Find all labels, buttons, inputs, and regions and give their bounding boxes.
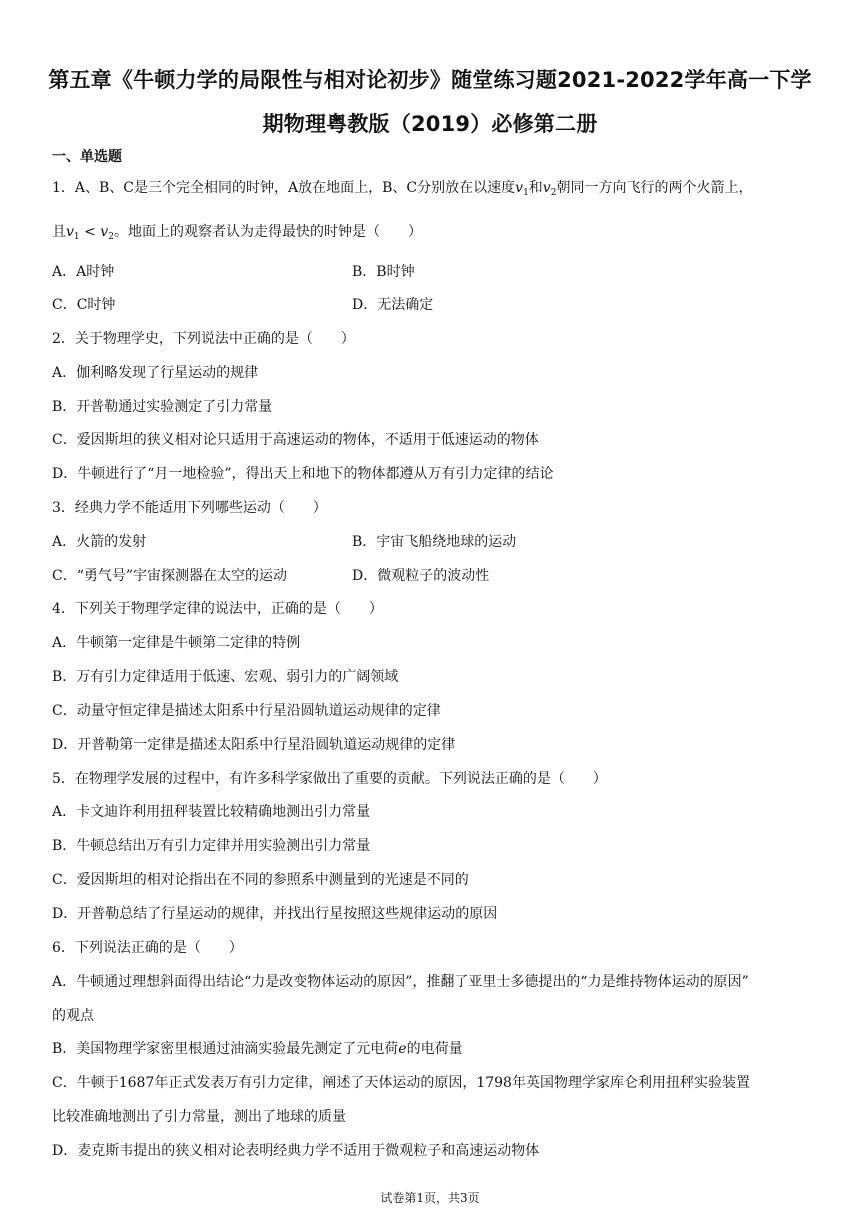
velocity-symbol: v [66,224,74,240]
q1-option-d: D．无法确定 [352,297,434,313]
velocity-symbol: v [515,180,524,196]
q4-option-b: B．万有引力定律适用于低速、宏观、弱引力的广阔领域 [52,669,399,685]
velocity-symbol: v [542,180,551,196]
less-than-sign: < [79,224,101,240]
q1-stem-text-d: 。地面上的观察者认为走得最快的时钟是（ ） [113,224,422,240]
q1-option-a: A．A时钟 [52,264,115,280]
q5-option-d: D．开普勒总结了行星运动的规律，并找出行星按照这些规律运动的原因 [52,906,498,922]
subscript-2: 2 [108,232,114,242]
q2-option-b: B．开普勒通过实验测定了引力常量 [52,399,273,415]
velocity-symbol: v [100,224,109,240]
q6-option-b-text: B．美国物理学家密里根通过油滴实验最先测定了元电荷 [52,1041,399,1057]
q1-stem-text-c: 且 [52,224,66,240]
page-title-line-1: 第五章《牛顿力学的局限性与相对论初步》随堂练习题2021-2022学年高一下学 [48,68,812,92]
q1-and: 和 [528,180,543,196]
q6-option-a-line-2: 的观点 [52,1008,94,1024]
q1-stem-text-b: 朝同一方向飞行的两个火箭上， [556,180,753,196]
question-3-stem: 3．经典力学不能适用下列哪些运动（ ） [52,500,327,516]
q2-option-c: C．爱因斯坦的狭义相对论只适用于高速运动的物体，不适用于低速运动的物体 [52,432,539,448]
q5-option-b: B．牛顿总结出万有引力定律并用实验测出引力常量 [52,838,371,854]
subscript-1: 1 [73,232,80,242]
q6-option-c-line-1: C．牛顿于1687年正式发表万有引力定律，阐述了天体运动的原因，1798年英国物理学家库仑利用扭秤实验装置 [52,1075,750,1091]
page-footer: 试卷第1页，共3页 [380,1191,480,1205]
subscript-2: 2 [550,188,557,198]
q6-option-b [52,1039,463,1059]
q3-option-a: A．火箭的发射 [52,534,147,550]
q2-option-a: A．伽利略发现了行星运动的规律 [52,365,259,381]
question-1-stem-line-1 [52,178,752,203]
q4-option-c: C．动量守恒定律是描述太阳系中行星沿圆轨道运动规律的定律 [52,703,441,719]
q3-option-b: B．宇宙飞船绕地球的运动 [352,534,517,550]
q3-option-c: C．“勇气号”宇宙探测器在太空的运动 [52,568,288,584]
question-4-stem: 4．下列关于物理学定律的说法中，正确的是（ ） [52,601,383,617]
q6-option-d: D．麦克斯韦提出的狭义相对论表明经典力学不适用于微观粒子和高速运动物体 [52,1143,540,1159]
question-6-stem: 6．下列说法正确的是（ ） [52,940,243,956]
page-title-line-2: 期物理粤教版（2019）必修第二册 [262,112,598,136]
q6-option-b-text-end: 的电荷量 [406,1041,463,1057]
charge-symbol: e [398,1041,407,1057]
section-heading: 一、单选题 [52,149,122,165]
q6-option-a-line-1: A．牛顿通过理想斜面得出结论“力是改变物体运动的原因”，推翻了亚里士多德提出的“力是维持物体运动的原因” [52,974,749,990]
q1-option-c: C．C时钟 [52,297,116,313]
q4-option-a: A．牛顿第一定律是牛顿第二定律的特例 [52,635,301,651]
question-1-stem-line-2 [52,222,422,247]
q3-option-d: D．微观粒子的波动性 [352,568,490,584]
question-5-stem: 5．在物理学发展的过程中，有许多科学家做出了重要的贡献。下列说法正确的是（ ） [52,771,607,787]
q1-stem-text-a: 1．A、B、C是三个完全相同的时钟，A放在地面上，B、C分别放在以速度 [52,180,516,196]
q2-option-d: D．牛顿进行了“月一地检验”，得出天上和地下的物体都遵从万有引力定律的结论 [52,466,554,482]
q6-option-c-line-2: 比较准确地测出了引力常量，测出了地球的质量 [52,1109,346,1125]
q5-option-a: A．卡文迪许利用扭秤装置比较精确地测出引力常量 [52,804,371,820]
q4-option-d: D．开普勒第一定律是描述太阳系中行星沿圆轨道运动规律的定律 [52,737,456,753]
q1-option-b: B．B时钟 [352,264,415,280]
subscript-1: 1 [523,188,529,198]
q5-option-c: C．爱因斯坦的相对论指出在不同的参照系中测量到的光速是不同的 [52,872,469,888]
question-2-stem: 2．关于物理学史，下列说法中正确的是（ ） [52,331,355,347]
